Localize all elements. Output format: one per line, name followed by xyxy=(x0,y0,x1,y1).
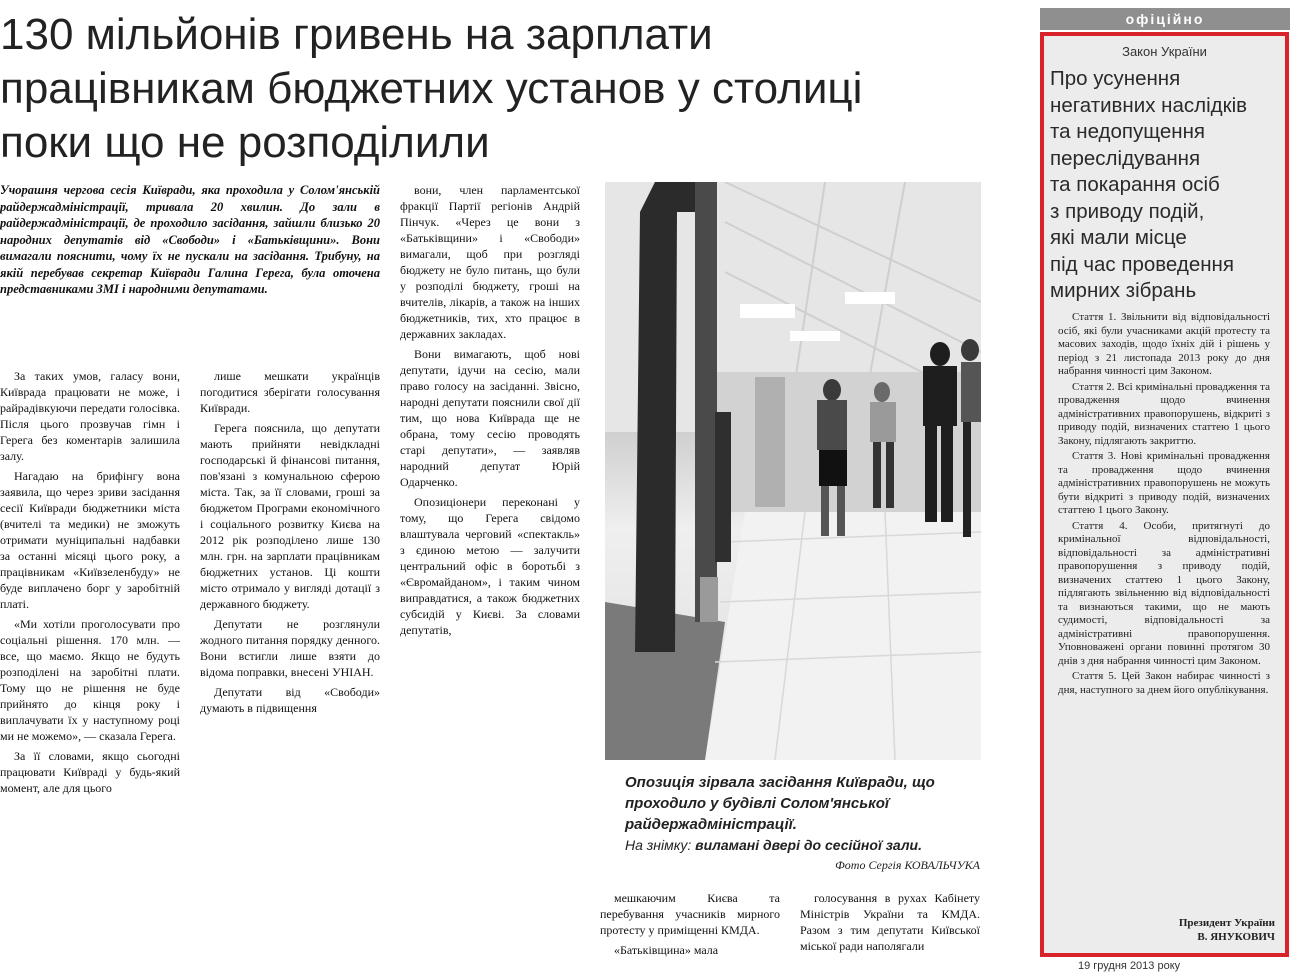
paragraph: За її словами, якщо сьогодні працювати Київраді у будь-який момент, але для цього xyxy=(0,749,180,795)
law-date: 19 грудня 2013 року xyxy=(1078,960,1181,972)
paragraph: Вони вимагають, щоб нові депутати, ідучи на сесію, мали право голосу на засіданні. Звісно, народні депутати пояснили свої дії тим, що нова Київрада ще не обрана, тому сесію проводять старі депутати», — заявляв народний депутат Юрій Одарченко. xyxy=(400,347,580,489)
law-article: Стаття 5. Цей Закон набирає чинності з дня, наступного за днем його опублікування. xyxy=(1058,670,1270,696)
law-title-line: мирних зібрань xyxy=(1050,279,1197,302)
paragraph: голосування в рухах Кабінету Міністрів України та КМДА. Разом з тим депутати Київської міської ради наполягали xyxy=(800,891,980,953)
law-article: Стаття 4. Особи, притягнуті до кримінальної відповідальності, відповідальності за адміністративні правопорушення з приводу подій, визначених статтею 1 цього Закону, підлягають звільненню від відповідальності та визнаються такими, що не мають судимості, відповідальності за адміністративні правопорушення. Уповноважені органи повинні протягом 30 днів з дня набрання чинності цим Законом. xyxy=(1058,519,1270,667)
law-header: Закон України xyxy=(1122,44,1207,59)
article-column-3 xyxy=(400,182,580,975)
law-signature xyxy=(1179,916,1275,944)
president-name: В. ЯНУКОВИЧ xyxy=(1197,931,1275,943)
article-column-1 xyxy=(0,368,180,975)
paragraph: Опозиціонери переконані у тому, що Герега свідомо влаштувала черговий «спектакль» з єдиною метою — залучити центральний офіс в боротьбі з «Євромайданом», і таким чином виправдатися, а також бюджетних субсидій у Києві. За словами депутатів, xyxy=(400,495,580,637)
law-body xyxy=(1058,311,1270,911)
law-title-line: з приводу подій, xyxy=(1050,199,1205,223)
headline-line: працівникам бюджетних установ у столиці xyxy=(0,64,863,113)
article-column-4 xyxy=(600,890,780,975)
law-title-line: негативних наслідків xyxy=(1050,93,1248,117)
law-article: Стаття 2. Всі кримінальні провадження та провадження щодо вчинення адміністративних правопорушень, відкриті з приводу подій, визначених статтею 1 цього Закону, підлягають закриттю. xyxy=(1058,380,1270,447)
law-title-line: та недопущення xyxy=(1050,120,1206,143)
on-photo-note xyxy=(625,836,975,854)
official-sidebar xyxy=(1040,32,1289,957)
paragraph: Депутати від «Свободи» думають в підвищення xyxy=(200,685,380,715)
headline xyxy=(0,8,1000,170)
on-photo-text: виламані двері до сесійної зали. xyxy=(695,837,922,853)
on-photo-prefix: На знімку: xyxy=(625,837,692,853)
paragraph: Депутати не розглянули жодного питання порядку денного. Вони встигли лише взяти до відома поправки, внесені УНІАН. xyxy=(200,617,380,679)
law-title-line: та покарання осіб xyxy=(1050,173,1220,196)
news-photo xyxy=(605,182,981,760)
article-column-5 xyxy=(800,890,980,975)
law-article: Стаття 1. Звільнити від відповідальності осіб, які були учасниками акцій протесту та масових заходів, щодо їхніх дій і рішень у період з 21 листопада 2013 року до дня набрання чинності цим Законом. xyxy=(1058,311,1270,377)
law-title-line: під час проведення xyxy=(1050,252,1234,276)
president-title: Президент України xyxy=(1178,917,1275,929)
photo-caption: Опозиція зірвала засідання Київради, що проходило у будівлі Солом'янської райдержадміністрації. xyxy=(625,774,935,833)
article-column-2 xyxy=(200,368,380,975)
photo-credit: Фото Сергія КОВАЛЬЧУКА xyxy=(835,858,980,872)
paragraph: мешкаючим Києва та перебування учасників мирного протесту у приміщенні КМДА. xyxy=(600,891,780,937)
paragraph: Герега пояснила, що депутати мають прийняти невідкладні господарські й фінансові питання, пов'язані з комунальною сферою міста. Так, за її словами, гроші за бюджетом Програми економічного і соціального розвитку Києва на 2012 рік розподілено лише 130 млн. грн. на зарплати працівникам бюджетних установ. Ці кошти місто отримало у вигляді дотації з державного бюджету. xyxy=(200,421,380,611)
article-lede: Учорашня чергова сесія Київради, яка проходила у Солом'янській райдержадміністрації, тривала 20 хвилин. До зали в райдержадміністрації, де проходило засідання, зайшли близько 20 народних депутатів від «Свободи» і «Батьківщини». Вони вимагали пояснити, чому їх не пускали на засідання. Трибуну, на якій перебував секретар Київради Галина Герега, була оточена представниками ЗМІ і народними депутатами. xyxy=(0,183,380,296)
law-title-line: переслідування xyxy=(1050,146,1201,170)
headline-line: 130 мільйонів гривень на зарплати xyxy=(0,10,713,59)
law-article: Стаття 3. Нові кримінальні провадження та провадження щодо вчинення адміністративних правопорушень не можуть бути відкриті з приводу подій, визначених статтею 1 цього Закону. xyxy=(1058,450,1270,516)
paragraph: вони, член парламентської фракції Партії регіонів Андрій Пінчук. «Через це вони з «Батьківщини» і «Свободи» вимагали, щоб при розгляді бюджету не було питань, що були у розподілі бюджету, гроші на вчителів, лікарів, а також на інших бюджетників, тих, хто працює в державних закладах. xyxy=(400,183,580,341)
headline-line: поки що не розподілили xyxy=(0,118,490,167)
paragraph: За таких умов, галасу вони, Київрада працювати не може, і райрадівкуючи передати голосівка. Після цього прозвучав гімн і Герега без коментарів залишила залу. xyxy=(0,369,180,463)
sidebar-rubric: офіційно xyxy=(1040,8,1290,30)
paragraph: Нагадаю на брифінгу вона заявила, що через зриви засідання сесії Київради бюджетники міста (вчителі та медики) не зможуть отримати муніципальні надбавки за останні місяці цього року, а працівникам «Київзеленбуду» не буде виплачено борг у заробітній платі. xyxy=(0,469,180,611)
law-title-line: які мали місце xyxy=(1050,226,1187,249)
law-title-line: Про усунення xyxy=(1050,67,1181,90)
photo-illustration xyxy=(605,182,981,760)
paragraph: «Ми хотіли проголосувати про соціальні рішення. 170 млн. — все, що маємо. Якщо не будуть розподілені на заробітні плати. Тому що не рішення не буде прийнято до кінця року і виплачувати їх у наступному році ми не можемо», — сказала Герега. xyxy=(0,617,180,743)
law-title xyxy=(1050,66,1278,305)
paragraph: лише мешкати українців погодитися зберігати голосування Київради. xyxy=(200,369,380,415)
paragraph: «Батьківщина» мала xyxy=(614,943,719,957)
